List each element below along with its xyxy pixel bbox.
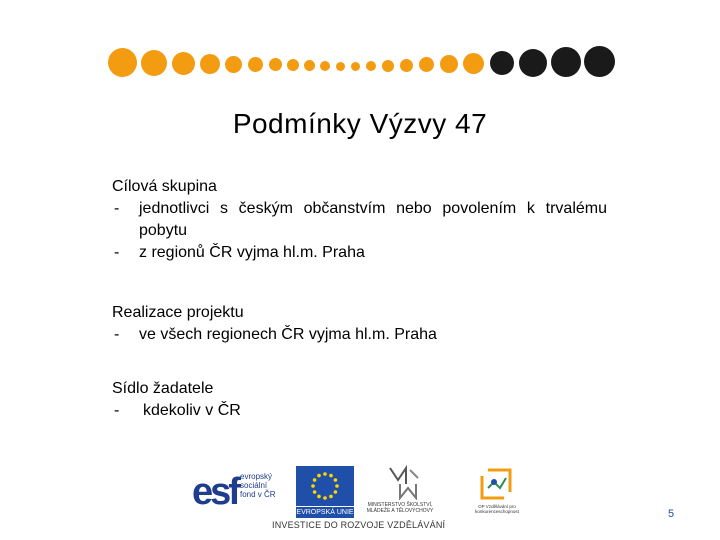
- list-item: [112, 242, 607, 264]
- dot-dark-3: [551, 47, 581, 77]
- esf-logo: [192, 468, 278, 516]
- dot-dark-2: [519, 49, 547, 77]
- section-heading: Cílová skupina: [112, 178, 217, 195]
- investment-tagline: INVESTICE DO ROZVOJE VZDĚLÁVÁNÍ: [272, 520, 446, 530]
- eu-logo-text: EVROPSKÁ UNIE: [296, 509, 354, 516]
- page-number: 5: [668, 508, 675, 520]
- dot-orange-7: [269, 58, 282, 71]
- list-item-text: jednotlivci s českým občanstvím nebo povolením k trvalému pobytu: [139, 200, 607, 239]
- list-item-text: z regionů ČR vyjma hl.m. Praha: [139, 244, 365, 261]
- section-target-group: [112, 176, 607, 264]
- dot-orange-17: [440, 55, 458, 73]
- list-item: [112, 324, 607, 346]
- dot-orange-16: [419, 57, 434, 72]
- section-heading: Realizace projektu: [112, 304, 244, 321]
- dash-bullet: -: [114, 244, 120, 261]
- section-project-realization: [112, 302, 607, 346]
- list-item: [112, 198, 607, 242]
- decorative-dots: [0, 0, 720, 100]
- list-item-text: ve všech regionech ČR vyjma hl.m. Praha: [139, 326, 437, 343]
- op-logo-text: OP Vzdělávání pro konkurenceschopnost: [475, 504, 519, 514]
- dot-orange-1: [108, 48, 137, 77]
- dot-orange-13: [366, 61, 376, 71]
- logo-bar: [190, 462, 535, 537]
- section-heading: Sídlo žadatele: [112, 380, 214, 397]
- dot-orange-3: [172, 52, 195, 75]
- dash-bullet: -: [114, 402, 120, 419]
- msmt-mark-icon: [386, 464, 422, 500]
- msmt-logo: [360, 464, 440, 520]
- eu-logo: [296, 466, 354, 518]
- op-logo: [462, 466, 532, 520]
- esf-logo-mark: esf: [192, 471, 238, 513]
- dot-orange-6: [248, 57, 263, 72]
- dot-orange-5: [225, 56, 242, 73]
- dot-orange-9: [304, 60, 315, 71]
- dot-dark-1: [490, 51, 514, 75]
- dot-orange-2: [141, 50, 167, 76]
- list-item-text: kdekoliv v ČR: [143, 402, 241, 419]
- eu-flag-icon: [296, 466, 354, 506]
- msmt-logo-text: MINISTERSTVO ŠKOLSTVÍ, MLÁDEŽE A TĚLOVÝCHOVY: [366, 502, 434, 514]
- dash-bullet: -: [114, 326, 120, 343]
- dot-orange-4: [200, 54, 220, 74]
- dot-orange-14: [382, 60, 394, 72]
- op-mark-icon: [478, 466, 514, 502]
- dot-orange-10: [320, 61, 330, 71]
- slide-title: Podmínky Výzvy 47: [232, 108, 488, 139]
- dot-orange-12: [351, 62, 360, 71]
- dash-bullet: -: [114, 200, 120, 217]
- dot-orange-15: [400, 59, 413, 72]
- dot-dark-4: [584, 46, 615, 77]
- dot-orange-8: [287, 59, 299, 71]
- section-applicant-seat: [112, 378, 607, 422]
- dot-orange-18: [463, 53, 484, 74]
- list-item: [112, 400, 607, 422]
- esf-logo-text: evropský sociální fond v ČR: [240, 472, 276, 499]
- dot-orange-11: [336, 62, 345, 71]
